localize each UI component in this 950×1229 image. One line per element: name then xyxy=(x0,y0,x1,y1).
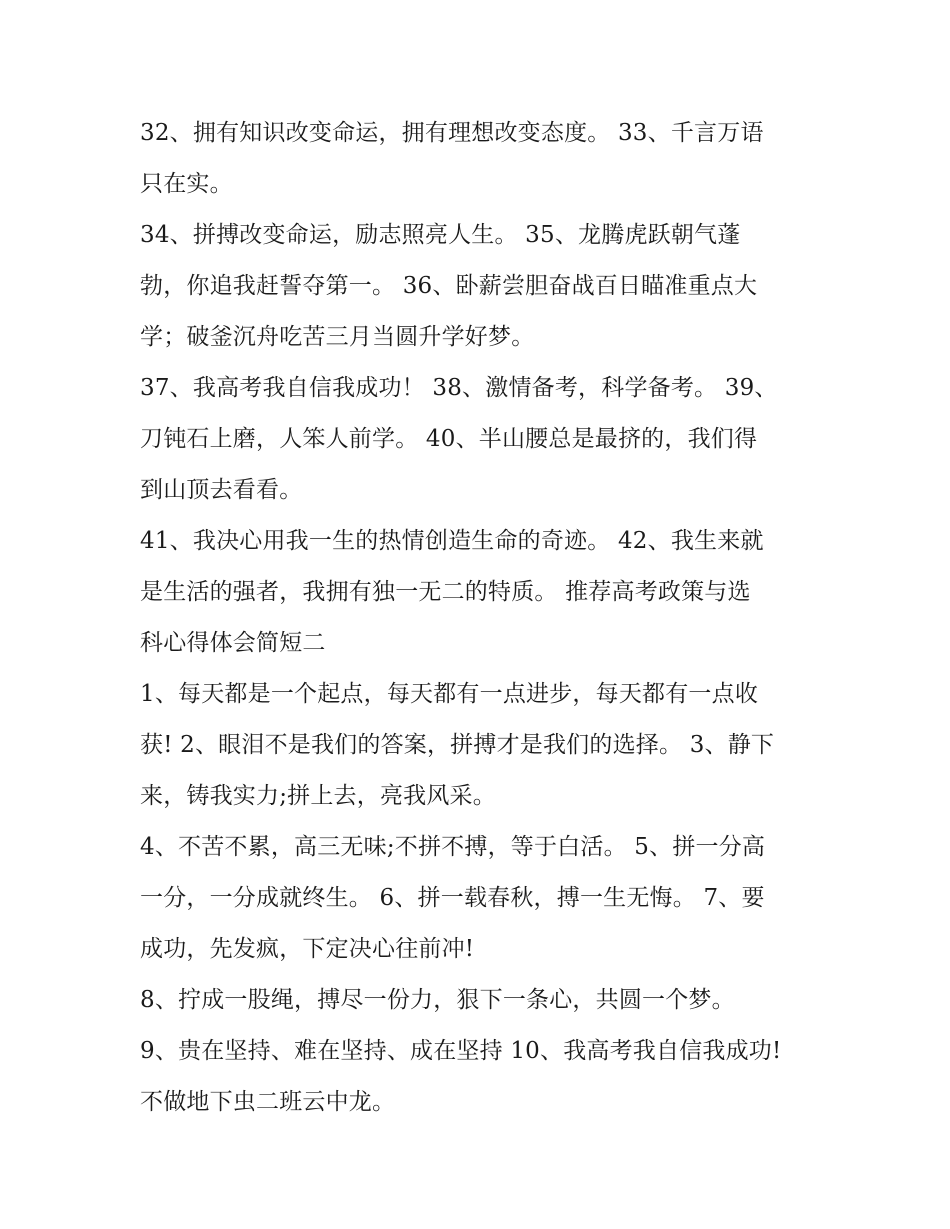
text-line: 来，铸我实力;拼上去，亮我风采。 xyxy=(140,783,496,809)
text-line: 获! 2、眼泪不是我们的答案，拼搏才是我们的选择。 3、静下 xyxy=(140,732,775,758)
text-line: 刀钝石上磨，人笨人前学。 40、半山腰总是最挤的，我们得 xyxy=(140,426,758,452)
text-line: 32、拥有知识改变命运，拥有理想改变态度。 33、千言万语 xyxy=(140,120,764,146)
text-line: 8、拧成一股绳，搏尽一份力，狠下一条心，共圆一个梦。 xyxy=(140,987,735,1013)
text-line: 1、每天都是一个起点，每天都有一点进步，每天都有一点收 xyxy=(140,681,759,707)
text-line: 41、我决心用我一生的热情创造生命的奇迹。 42、我生来就 xyxy=(140,528,764,554)
text-line: 4、不苦不累，高三无味;不拼不搏，等于白活。 5、拼一分高 xyxy=(140,834,766,860)
text-line: 34、拼搏改变命运，励志照亮人生。 35、龙腾虎跃朝气蓬 xyxy=(140,222,741,248)
text-line: 37、我高考我自信我成功！ 38、激情备考，科学备考。 39、 xyxy=(140,375,778,401)
text-line: 到山顶去看看。 xyxy=(140,477,303,503)
text-line: 是生活的强者，我拥有独一无二的特质。 推荐高考政策与选 xyxy=(140,579,751,605)
text-line: 9、贵在坚持、难在坚持、成在坚持 10、我高考我自信我成功! xyxy=(140,1038,782,1064)
text-line: 学；破釜沉舟吃苦三月当圆升学好梦。 xyxy=(140,324,535,350)
text-line: 科心得体会简短二 xyxy=(140,630,326,656)
text-line: 不做地下虫二班云中龙。 xyxy=(140,1089,396,1115)
text-line: 成功，先发疯，下定决心往前冲! xyxy=(140,936,475,962)
text-line: 一分，一分成就终生。 6、拼一载春秋，搏一生无悔。 7、要 xyxy=(140,885,765,911)
text-line: 勃，你追我赶誓夺第一。 36、卧薪尝胆奋战百日瞄准重点大 xyxy=(140,273,758,299)
document-body xyxy=(140,108,810,1128)
text-line: 只在实。 xyxy=(140,171,233,197)
